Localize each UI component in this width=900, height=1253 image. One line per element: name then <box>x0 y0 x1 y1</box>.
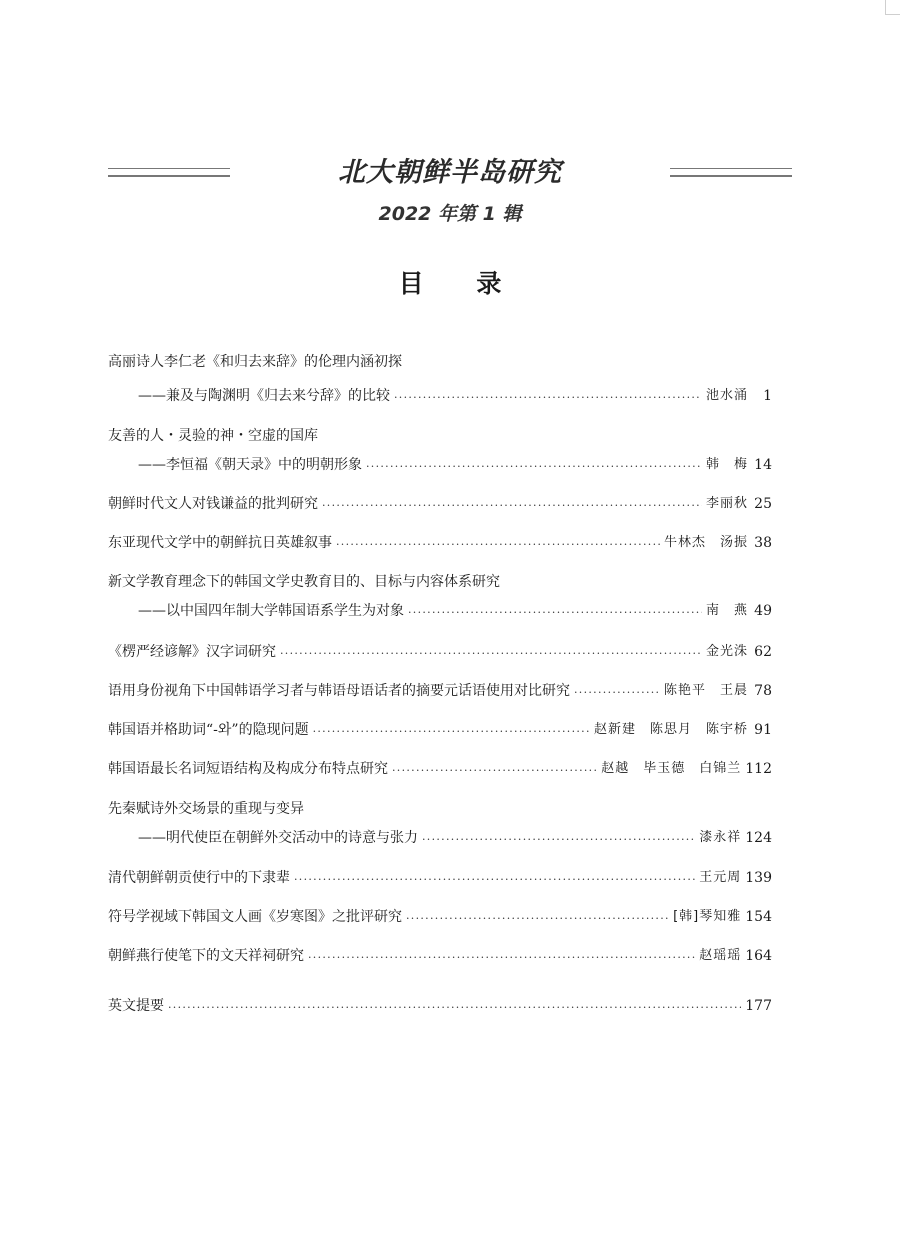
entry-title: 友善的人・灵验的神・空虚的国库 <box>108 428 318 444</box>
entry-title: 语用身份视角下中国韩语学习者与韩语母语话者的摘要元话语使用对比研究 <box>108 683 570 699</box>
entry-author: 李丽秋 <box>705 496 748 511</box>
entry-page: 38 <box>754 535 772 551</box>
toc-entry-title[interactable] <box>108 570 772 594</box>
entry-title: 韩国语并格助词“-와”的隐现问题 <box>108 722 309 738</box>
toc-entry[interactable] <box>108 492 772 516</box>
entry-page: 91 <box>754 722 772 738</box>
dot-leader <box>336 535 660 555</box>
toc-entry[interactable] <box>108 531 772 555</box>
entry-author: 池水涌 <box>705 388 748 403</box>
entry-title: 符号学视域下韩国文人画《岁寒图》之批评研究 <box>108 909 402 925</box>
entry-page: 49 <box>754 603 772 619</box>
toc-entry[interactable] <box>108 905 772 929</box>
dot-leader <box>280 644 702 664</box>
toc-entry-title[interactable] <box>108 350 772 374</box>
entry-title: 东亚现代文学中的朝鲜抗日英雄叙事 <box>108 535 332 551</box>
appendix-page: 177 <box>745 998 772 1014</box>
dot-leader <box>308 948 695 968</box>
toc-entry-subtitle[interactable] <box>138 453 772 477</box>
toc-entry-title[interactable] <box>108 797 772 821</box>
entry-page: 62 <box>754 644 772 660</box>
entry-author: 南 燕 <box>705 603 748 618</box>
dot-leader <box>168 998 741 1018</box>
entry-author: 赵瑶瑶 <box>699 948 742 963</box>
entry-author: 赵新建 陈思月 陈宇桥 <box>593 722 748 737</box>
entry-page: 112 <box>745 761 772 777</box>
entry-author: 赵越 毕玉德 白锦兰 <box>601 761 742 776</box>
toc-entry[interactable] <box>108 866 772 890</box>
entry-title: 先秦赋诗外交场景的重现与变异 <box>108 801 304 817</box>
entry-author: 牛林杰 汤振 <box>663 535 748 550</box>
entry-title: 清代朝鲜朝贡使行中的下隶辈 <box>108 870 290 886</box>
toc-entry[interactable] <box>108 944 772 968</box>
entry-author: 韩 梅 <box>705 457 748 472</box>
entry-subtitle: ——兼及与陶渊明《归去来兮辞》的比较 <box>138 388 390 404</box>
toc-entry[interactable] <box>108 640 772 664</box>
dot-leader <box>313 722 590 742</box>
dot-leader <box>408 603 702 623</box>
entry-author: 陈艳平 王晨 <box>663 683 748 698</box>
appendix-title: 英文提要 <box>108 998 164 1014</box>
dot-leader <box>422 830 695 850</box>
entry-author: 金光洙 <box>705 644 748 659</box>
toc-entry-subtitle[interactable] <box>138 826 772 850</box>
entry-subtitle: ——以中国四年制大学韩国语系学生为对象 <box>138 603 404 619</box>
toc-entry-subtitle[interactable] <box>138 384 772 408</box>
toc-entry-title[interactable] <box>108 424 772 448</box>
dot-leader <box>366 457 702 477</box>
entry-title: 朝鲜燕行使笔下的文天祥祠研究 <box>108 948 304 964</box>
entry-page: 78 <box>754 683 772 699</box>
toc-entry-subtitle[interactable] <box>138 599 772 623</box>
issue-label: 2022 年第 1 辑 <box>378 203 522 225</box>
entry-author: 漆永祥 <box>699 830 742 845</box>
dot-leader <box>574 683 660 703</box>
toc-appendix[interactable] <box>108 994 772 1018</box>
entry-author: [韩]琴知雅 <box>673 909 742 924</box>
dot-leader <box>406 909 669 929</box>
entry-author: 王元周 <box>699 870 742 885</box>
journal-title: 北大朝鲜半岛研究 <box>338 157 562 188</box>
toc-entry[interactable] <box>108 679 772 703</box>
dot-leader <box>322 496 702 516</box>
entry-subtitle: ——明代使臣在朝鲜外交活动中的诗意与张力 <box>138 830 418 846</box>
toc-entry[interactable] <box>108 718 772 742</box>
dot-leader <box>394 388 702 408</box>
entry-page: 14 <box>754 457 772 473</box>
entry-page: 25 <box>754 496 772 512</box>
entry-title: 朝鲜时代文人对钱谦益的批判研究 <box>108 496 318 512</box>
entry-page: 139 <box>745 870 772 886</box>
dot-leader <box>392 761 597 781</box>
toc-entry[interactable] <box>108 757 772 781</box>
entry-page: 124 <box>745 830 772 846</box>
entry-page: 1 <box>763 388 772 404</box>
entry-page: 164 <box>745 948 772 964</box>
entry-title: 韩国语最长名词短语结构及构成分布特点研究 <box>108 761 388 777</box>
entry-title: 新文学教育理念下的韩国文学史教育目的、目标与内容体系研究 <box>108 574 500 590</box>
dot-leader <box>294 870 695 890</box>
entry-title: 高丽诗人李仁老《和归去来辞》的伦理内涵初探 <box>108 354 402 370</box>
entry-page: 154 <box>745 909 772 925</box>
toc-heading: 目 录 <box>398 269 524 298</box>
entry-subtitle: ——李恒福《朝天录》中的明朝形象 <box>138 457 362 473</box>
entry-title: 《楞严经谚解》汉字词研究 <box>108 644 276 660</box>
